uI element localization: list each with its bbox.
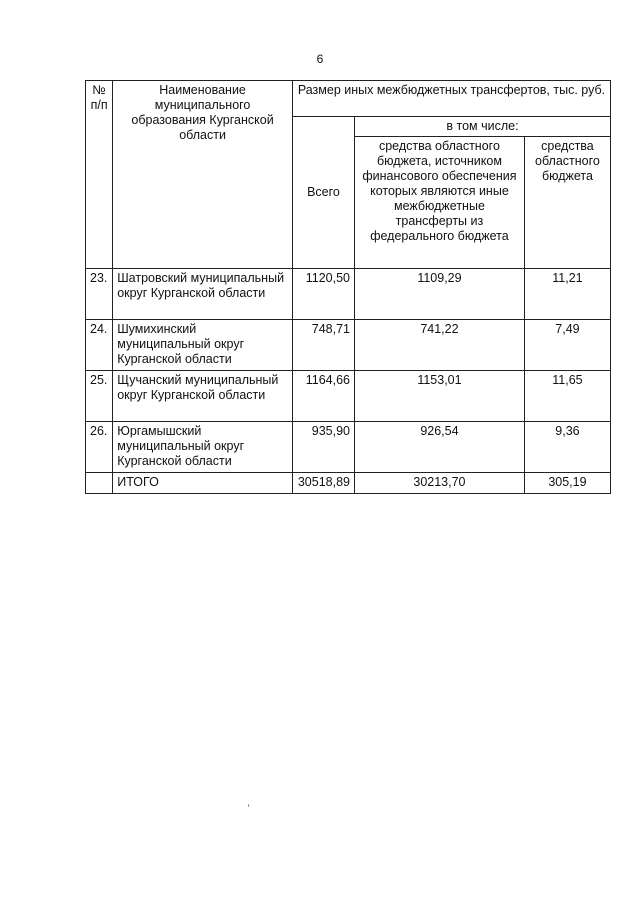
total-federal-sourced: 30213,70: [355, 473, 525, 494]
total-label: ИТОГО: [113, 473, 293, 494]
row-federal-sourced: 1153,01: [355, 371, 525, 422]
row-num: 26.: [86, 422, 113, 473]
row-total: 748,71: [292, 320, 354, 371]
row-name: Щучанский муниципальный округ Курганской области: [113, 371, 293, 422]
row-regional: 9,36: [524, 422, 610, 473]
header-name: Наименование муниципального образования Курганской области: [113, 81, 293, 269]
transfers-table: [85, 80, 611, 494]
header-size-group: Размер иных межбюджетных трансфертов, тыс. руб.: [292, 81, 610, 117]
table-row: [86, 320, 611, 371]
row-num: 24.: [86, 320, 113, 371]
row-federal-sourced: 1109,29: [355, 269, 525, 320]
row-total: 1164,66: [292, 371, 354, 422]
table-row: [86, 371, 611, 422]
header-num: № п/п: [86, 81, 113, 269]
header-total: Всего: [292, 117, 354, 269]
header-including: в том числе:: [355, 117, 611, 137]
header-regional: средства областного бюджета: [524, 137, 610, 269]
row-name: Шумихинский муниципальный округ Курганской области: [113, 320, 293, 371]
row-total: 1120,50: [292, 269, 354, 320]
row-federal-sourced: 741,22: [355, 320, 525, 371]
row-num: 23.: [86, 269, 113, 320]
header-federal-sourced: средства областного бюджета, источником финансового обеспечения которых являются иные межбюджетные трансферты из федерального бюджета: [355, 137, 525, 269]
scan-speck: [248, 804, 249, 807]
total-sum: 30518,89: [292, 473, 354, 494]
table-row: [86, 422, 611, 473]
row-name: Юргамышский муниципальный округ Курганской области: [113, 422, 293, 473]
row-regional: 11,21: [524, 269, 610, 320]
table-row: [86, 269, 611, 320]
total-regional: 305,19: [524, 473, 610, 494]
header-row-1: [86, 81, 611, 117]
total-num: [86, 473, 113, 494]
row-regional: 7,49: [524, 320, 610, 371]
row-num: 25.: [86, 371, 113, 422]
row-federal-sourced: 926,54: [355, 422, 525, 473]
row-name: Шатровский муниципальный округ Курганской области: [113, 269, 293, 320]
row-total: 935,90: [292, 422, 354, 473]
row-regional: 11,65: [524, 371, 610, 422]
page-number: 6: [316, 52, 324, 66]
total-row: [86, 473, 611, 494]
